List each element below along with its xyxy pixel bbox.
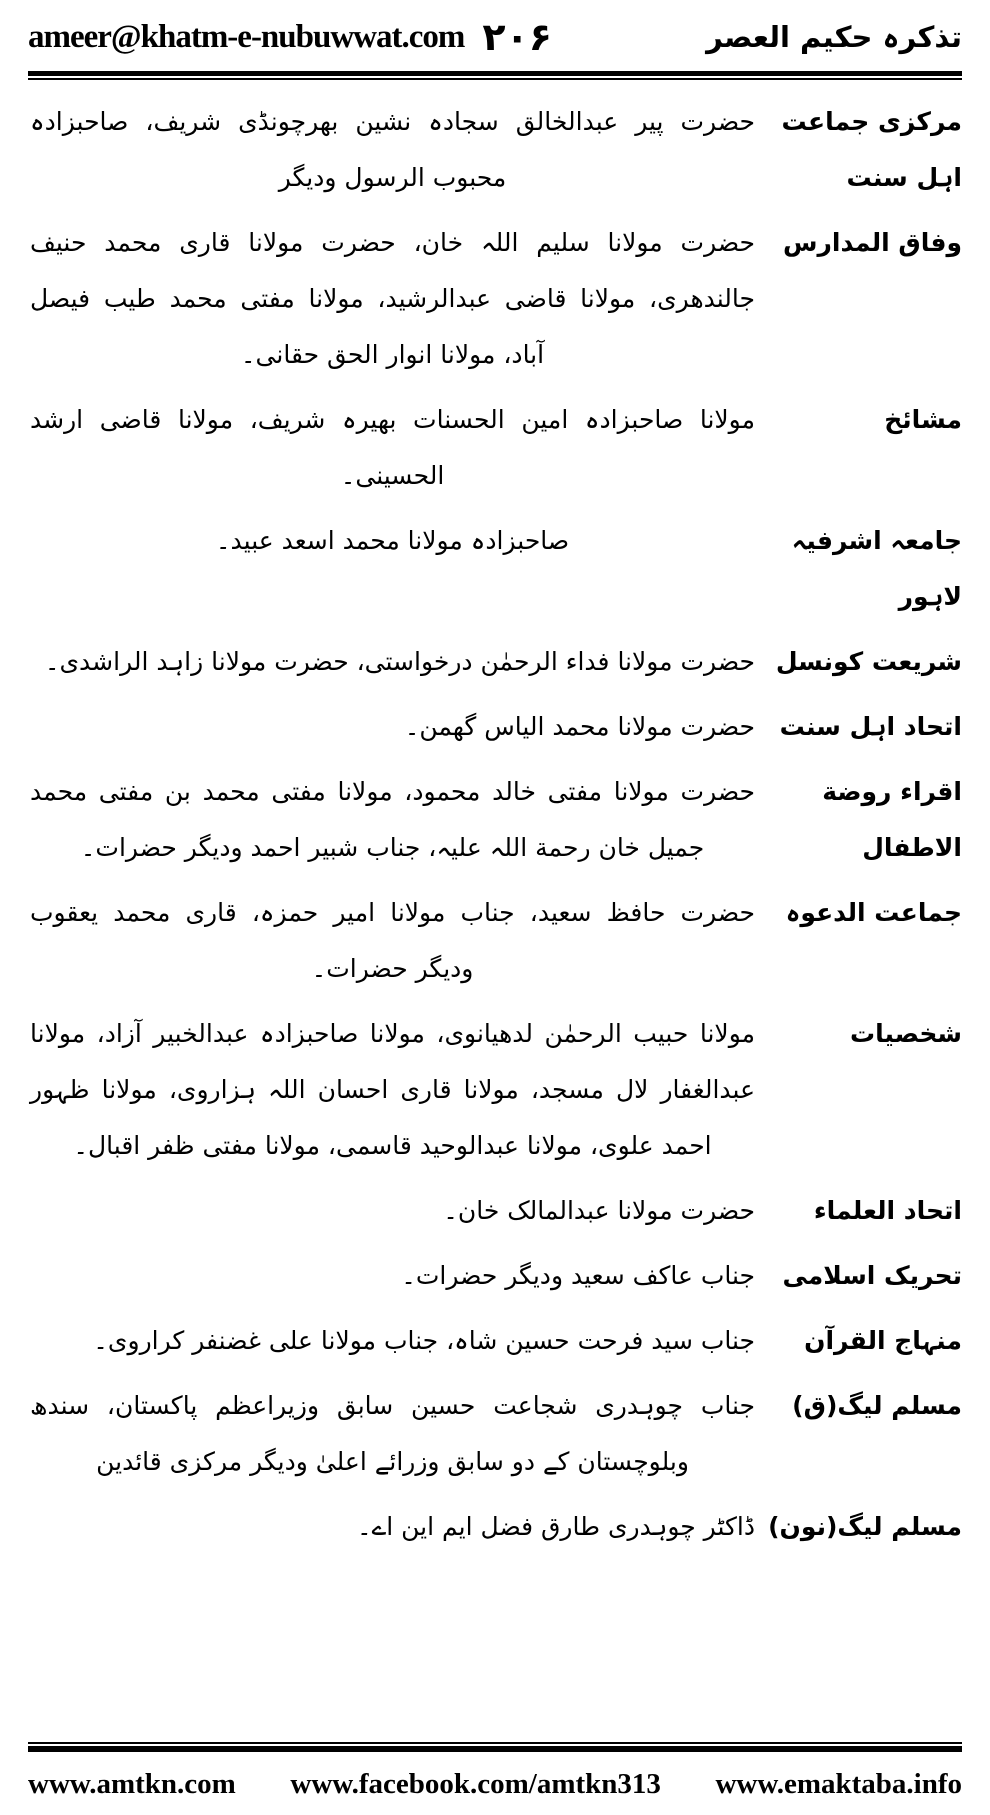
page-number: ۲۰۶ <box>482 15 552 59</box>
directory-entry <box>28 764 962 876</box>
entry-heading: اتحاد العلماء <box>813 1196 962 1225</box>
entry-text: مولانا حبیب الرحمٰن لدھیانوی، مولانا صاحبزادہ عبدالخبیر آزاد، مولانا عبدالغفار لال مسجد، مولانا قاری احسان اللہ ہزاروی، مولانا ظہور احمد علوی، مولانا عبدالوحید قاسمی، مولانا مفتی ظفر اقبال۔ <box>30 1019 755 1160</box>
book-title: تذکرہ حکیم العصر <box>706 20 962 54</box>
directory-entry <box>28 215 962 383</box>
directory-entry <box>28 392 962 504</box>
entry-text: جناب سید فرحت حسین شاہ، جناب مولانا علی غضنفر کراروی۔ <box>93 1326 755 1355</box>
entry-heading: تحریک اسلامی <box>782 1261 962 1290</box>
directory-entry <box>28 1499 962 1555</box>
entry-text: ڈاکٹر چوہدری طارق فضل ایم این اے۔ <box>356 1512 755 1541</box>
entry-text: جناب عاکف سعید ودیگر حضرات۔ <box>401 1261 755 1290</box>
header-rule <box>28 71 962 80</box>
directory-entry <box>28 1006 962 1174</box>
entry-text: حضرت حافظ سعید، جناب مولانا امیر حمزہ، قاری محمد یعقوب ودیگر حضرات۔ <box>30 898 755 983</box>
directory-entry <box>28 513 962 625</box>
entry-heading: شریعت کونسل <box>775 647 962 676</box>
entry-text: صاحبزادہ مولانا محمد اسعد عبید۔ <box>215 526 570 555</box>
directory-entry <box>28 634 962 690</box>
directory-entry <box>28 1378 962 1490</box>
directory-list <box>28 80 962 1736</box>
footer-rule <box>28 1742 962 1752</box>
entry-heading: جماعت الدعوہ <box>785 898 962 927</box>
entry-text: حضرت مولانا محمد الیاس گھمن۔ <box>404 712 755 741</box>
entry-text: حضرت مولانا عبدالمالک خان۔ <box>443 1196 755 1225</box>
entry-text: جناب چوہدری شجاعت حسین سابق وزیراعظم پاکستان، سندھ وبلوچستان کے دو سابق وزرائے اعلیٰ ودیگر مرکزی قائدین <box>30 1391 755 1476</box>
footer-url-center: www.facebook.com/amtkn313 <box>290 1768 661 1800</box>
entry-heading: وفاق المدارس <box>783 228 962 257</box>
directory-entry <box>28 94 962 206</box>
page-footer <box>28 1752 962 1801</box>
directory-entry <box>28 1183 962 1239</box>
entry-text: حضرت مولانا فداء الرحمٰن درخواستی، حضرت مولانا زاہد الراشدی۔ <box>44 647 755 676</box>
entry-heading: مرکزی جماعت اہل سنت <box>781 107 962 192</box>
entry-text: مولانا صاحبزادہ امین الحسنات بھیرہ شریف، مولانا قاضی ارشد الحسینی۔ <box>30 405 755 490</box>
entry-heading: اقراء روضة الاطفال <box>822 777 962 862</box>
entry-text: حضرت پیر عبدالخالق سجادہ نشین بھرچونڈی شریف، صاحبزادہ محبوب الرسول ودیگر <box>30 107 755 192</box>
entry-text: حضرت مولانا سلیم اللہ خان، حضرت مولانا قاری محمد حنیف جالندھری، مولانا قاضی عبدالرشید، مولانا مفتی محمد طیب فیصل آباد، مولانا انوار الحق حقانی۔ <box>30 228 755 369</box>
directory-entry <box>28 1248 962 1304</box>
footer-url-left: www.amtkn.com <box>28 1768 236 1800</box>
directory-entry <box>28 885 962 997</box>
entry-heading: شخصیات <box>850 1019 962 1048</box>
entry-heading: مسلم لیگ(نون) <box>768 1512 962 1541</box>
entry-heading: جامعہ اشرفیہ لاہور <box>791 526 962 611</box>
directory-entry <box>28 699 962 755</box>
entry-heading: اتحاد اہل سنت <box>779 712 962 741</box>
entry-text: حضرت مولانا مفتی خالد محمود، مولانا مفتی محمد بن مفتی محمد جمیل خان رحمة اللہ علیہ، جناب شبیر احمد ودیگر حضرات۔ <box>30 777 755 862</box>
entry-heading: مسلم لیگ(ق) <box>792 1391 962 1420</box>
entry-heading: منہاج القرآن <box>804 1326 962 1355</box>
page-header <box>28 6 962 68</box>
directory-entry <box>28 1313 962 1369</box>
entry-heading: مشائخ <box>884 405 962 434</box>
contact-email: ameer@khatm-e-nubuwwat.com <box>28 18 465 55</box>
footer-url-right: www.emaktaba.info <box>715 1768 962 1800</box>
